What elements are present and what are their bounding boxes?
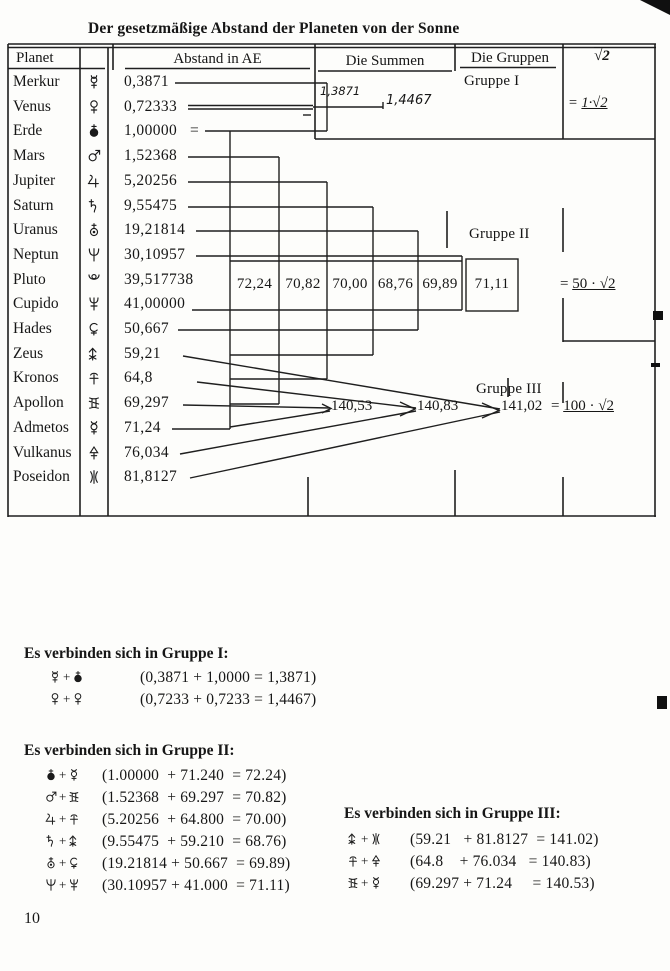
sum-value: 70,82 [285, 276, 321, 292]
planet-name: Mars [13, 147, 45, 164]
pair-row [44, 833, 287, 851]
apollon-symbol [84, 395, 104, 416]
planet-distance: 19,21814 [124, 221, 186, 238]
sum-value: 68,76 [377, 276, 414, 292]
jupiter-symbol [84, 173, 104, 194]
group2-label: Gruppe II [469, 226, 530, 242]
planet-distance: 69,297 [124, 394, 170, 411]
planet-distance: 9,55475 [124, 197, 178, 214]
planet-distance: 1,00000 [124, 122, 178, 139]
table-row [0, 392, 240, 416]
zeus-symbol [84, 346, 104, 367]
pair-equation: (0,3871 + 1,0000 = 1,3871) [140, 669, 317, 686]
header-sqrt2: √2 [594, 48, 610, 64]
sum-value: 69,89 [422, 276, 458, 292]
header-planet: Planet [16, 50, 54, 66]
pair-equation: (9.55475 + 59.210 = 68.76) [102, 833, 287, 850]
pair-symbols: + [346, 853, 410, 871]
table-row [0, 244, 240, 268]
table-row [0, 219, 240, 243]
hades-symbol [84, 321, 104, 342]
vulkanus-symbol [84, 445, 104, 466]
group1-label: Gruppe I [464, 73, 520, 89]
jupiter-symbol [44, 812, 58, 826]
group3-sum-1: 140,53 [331, 398, 373, 414]
page-title: Der gesetzmäßige Abstand der Planeten von der Sonne [88, 20, 460, 37]
cupido-symbol [84, 296, 104, 317]
group3-label: Gruppe III [476, 381, 542, 397]
pair-symbols: + [44, 855, 102, 873]
header-groups: Die Gruppen [471, 50, 549, 66]
earth-symbol [84, 123, 104, 144]
scan-artifact [651, 363, 660, 367]
pair-row [44, 811, 287, 829]
pair-row [346, 875, 595, 893]
table-row [0, 442, 240, 466]
uranus-symbol [44, 856, 58, 870]
pair-symbols: + [48, 691, 140, 709]
kronos-symbol [346, 854, 360, 868]
sum-value: 70,00 [332, 276, 368, 292]
table-row [0, 318, 240, 342]
scan-artifact-corner [640, 0, 670, 15]
earth-symbol [44, 768, 58, 782]
pair-equation: (59.21 + 81.8127 = 141.02) [410, 831, 599, 848]
table-row [0, 466, 240, 490]
group3-sum-2: 140,83 [417, 398, 459, 414]
planet-name: Vulkanus [13, 444, 72, 461]
pair-equation: (1.00000 + 71.240 = 72.24) [102, 767, 287, 784]
table-row [0, 170, 240, 194]
group1-formula: = 1·√2 [568, 95, 608, 111]
planet-distance: 71,24 [124, 419, 161, 436]
table-row [0, 269, 240, 293]
handwritten-sum-2: 1,4467 [386, 93, 432, 108]
pair-symbols: + [44, 877, 102, 895]
venus-symbol [48, 692, 62, 706]
planet-distance: 59,21 [124, 345, 161, 362]
planet-distance: 50,667 [124, 320, 170, 337]
planet-name: Pluto [13, 271, 46, 288]
table-row [0, 293, 240, 317]
poseidon-symbol [84, 469, 104, 490]
planet-distance: 0,3871 [124, 73, 170, 90]
planet-name: Zeus [13, 345, 44, 362]
table-row [0, 195, 240, 219]
planet-distance: 30,10957 [124, 246, 186, 263]
planet-distance: 76,034 [124, 444, 170, 461]
group2-heading: Es verbinden sich in Gruppe II: [24, 742, 235, 759]
admetos-symbol [84, 420, 104, 441]
handwritten-sum-1: 1,3871 [320, 84, 361, 98]
planet-distance: 41,00000 [124, 295, 186, 312]
pair-equation: (30.10957 + 41.000 = 71.11) [102, 877, 290, 894]
pair-symbols: + [346, 831, 410, 849]
venus-symbol [84, 99, 104, 120]
planet-distance: 5,20256 [124, 172, 178, 189]
earth-symbol [71, 670, 85, 684]
group1-heading: Es verbinden sich in Gruppe I: [24, 645, 229, 662]
pair-equation: (69.297 + 71.24 = 140.53) [410, 875, 595, 892]
pluto-symbol [84, 272, 104, 293]
venus-symbol [71, 692, 85, 706]
pair-equation: (0,7233 + 0,7233 = 1,4467) [140, 691, 317, 708]
planet-distance: 0,72333 [124, 98, 178, 115]
pair-row [48, 669, 316, 687]
kronos-symbol [84, 370, 104, 391]
scan-artifact [653, 311, 663, 320]
mars-symbol [44, 790, 58, 804]
neptune-symbol [44, 878, 58, 892]
planet-name: Cupido [13, 295, 59, 312]
apollon-symbol [346, 876, 360, 890]
saturn-symbol [44, 834, 58, 848]
pair-row [346, 831, 599, 849]
pair-symbols: + [346, 875, 410, 893]
admetos-symbol [67, 768, 81, 782]
planet-name: Venus [13, 98, 51, 115]
group2-formula: = 50 · √2 [560, 276, 616, 292]
mercury-symbol [48, 670, 62, 684]
zeus-symbol [67, 834, 81, 848]
cupido-symbol [67, 878, 81, 892]
pair-equation: (64.8 + 76.034 = 140.83) [410, 853, 591, 870]
admetos-symbol [369, 876, 383, 890]
sum-value: 71,11 [474, 276, 510, 292]
pair-row [44, 789, 287, 807]
planet-name: Kronos [13, 369, 59, 386]
apollon-symbol [67, 790, 81, 804]
erde-equals-sign: = [190, 122, 200, 139]
pair-row [44, 855, 290, 873]
zeus-symbol [346, 832, 360, 846]
sum-value: 72,24 [236, 276, 273, 292]
pair-symbols: + [44, 811, 102, 829]
poseidon-symbol [369, 832, 383, 846]
pair-equation: (19.21814 + 50.667 = 69.89) [102, 855, 291, 872]
planet-name: Admetos [13, 419, 69, 436]
kronos-symbol [67, 812, 81, 826]
pair-symbols: + [44, 767, 102, 785]
table-row [0, 71, 240, 95]
planet-distance: 1,52368 [124, 147, 178, 164]
mercury-symbol [84, 74, 104, 95]
table-row [0, 145, 240, 169]
planet-distance: 81,8127 [124, 468, 178, 485]
planet-name: Neptun [13, 246, 59, 263]
page-number: 10 [24, 910, 40, 927]
pair-row [346, 853, 591, 871]
planet-name: Poseidon [13, 468, 70, 485]
planet-distance: 64,8 [124, 369, 153, 386]
planet-name: Apollon [13, 394, 64, 411]
planet-distance: 39,517738 [124, 271, 194, 288]
scan-artifact [657, 696, 667, 709]
planet-name: Saturn [13, 197, 54, 214]
uranus-symbol [84, 222, 104, 243]
pair-equation: (1.52368 + 69.297 = 70.82) [102, 789, 287, 806]
planet-name: Merkur [13, 73, 60, 90]
pair-symbols: + [44, 833, 102, 851]
neptune-symbol [84, 247, 104, 268]
pair-symbols: + [44, 789, 102, 807]
table-row [0, 120, 240, 144]
saturn-symbol [84, 198, 104, 219]
pair-row [44, 877, 290, 895]
table-row [0, 343, 240, 367]
hades-symbol [67, 856, 81, 870]
mars-symbol [84, 148, 104, 169]
planet-name: Hades [13, 320, 52, 337]
planet-name: Erde [13, 122, 43, 139]
table-row [0, 417, 240, 441]
pair-symbols: + [48, 669, 140, 687]
planet-name: Jupiter [13, 172, 56, 189]
table-row [0, 96, 240, 120]
group3-formula: = 100 · √2 [551, 398, 614, 414]
pair-row [44, 767, 287, 785]
header-distance: Abstand in AE [173, 51, 262, 67]
pair-equation: (5.20256 + 64.800 = 70.00) [102, 811, 287, 828]
group3-sum-3: 141,02 [501, 398, 543, 414]
group3-heading: Es verbinden sich in Gruppe III: [344, 805, 561, 822]
planet-name: Uranus [13, 221, 58, 238]
header-sums: Die Summen [345, 53, 425, 69]
table-row [0, 367, 240, 391]
pair-row [48, 691, 316, 709]
vulkanus-symbol [369, 854, 383, 868]
